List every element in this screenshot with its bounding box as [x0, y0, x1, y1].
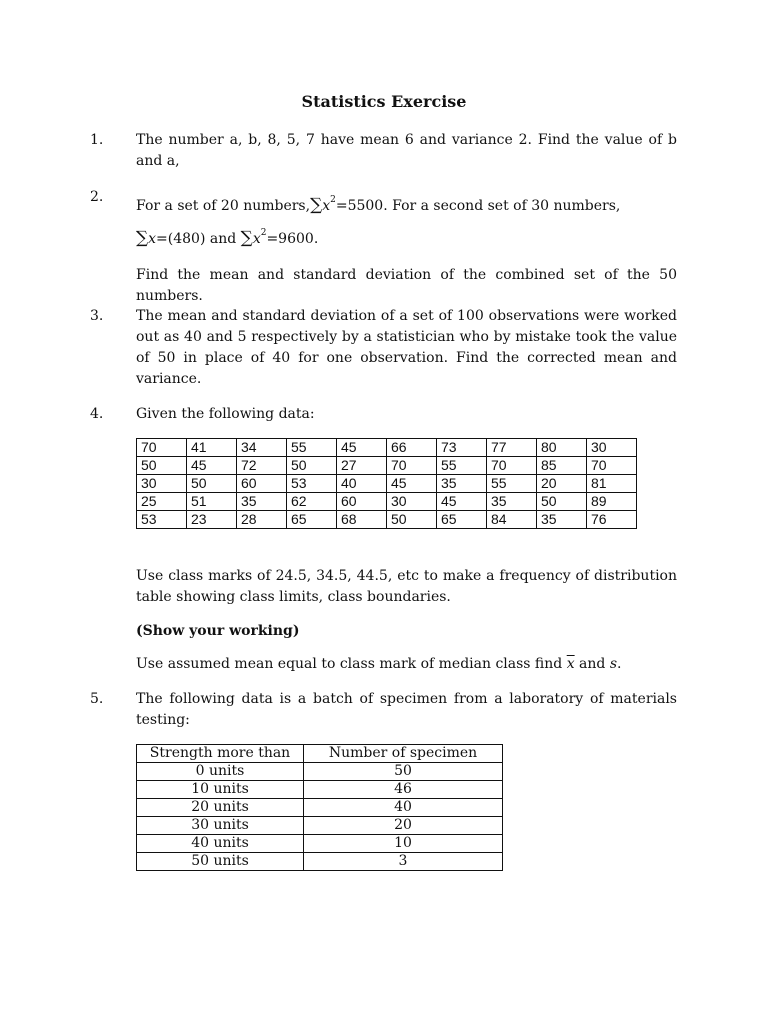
column-header: Strength more than	[137, 745, 304, 763]
table-cell: 50	[387, 511, 437, 529]
table-cell: 53	[137, 511, 187, 529]
table-cell: 73	[437, 439, 487, 457]
table-cell: 72	[237, 457, 287, 475]
table-cell: 68	[337, 511, 387, 529]
table-cell: 55	[287, 439, 337, 457]
sigma-symbol: ∑	[240, 228, 253, 248]
table-cell: 65	[287, 511, 337, 529]
table-cell: 66	[387, 439, 437, 457]
table-cell: 30 units	[137, 817, 304, 835]
question-5	[90, 689, 680, 731]
table-cell: 70	[587, 457, 637, 475]
question-4-continued	[90, 566, 680, 675]
question-4	[90, 404, 680, 425]
table-cell: 76	[587, 511, 637, 529]
table-row	[137, 457, 637, 475]
question-text: The following data is a batch of specimen from a laboratory of materials testing:	[136, 691, 677, 728]
table-cell: 55	[437, 457, 487, 475]
text-run: .	[313, 231, 319, 247]
table-cell: 20	[537, 475, 587, 493]
table-cell: 60	[237, 475, 287, 493]
table-cell: 10 units	[137, 781, 304, 799]
page-title: Statistics Exercise	[301, 92, 467, 111]
table-cell: 51	[187, 493, 237, 511]
table-cell: 35	[487, 493, 537, 511]
question-number: 2.	[90, 189, 104, 205]
table-cell: 20	[304, 817, 503, 835]
table-cell: 3	[304, 853, 503, 871]
table-cell: 65	[437, 511, 487, 529]
text-run: and	[574, 656, 610, 672]
table-cell: 30	[137, 475, 187, 493]
table-cell: 35	[437, 475, 487, 493]
table-row	[137, 817, 503, 835]
table-cell: 50	[287, 457, 337, 475]
table-cell: 20 units	[137, 799, 304, 817]
table-cell: 70	[487, 457, 537, 475]
table-cell: 30	[587, 439, 637, 457]
math-rhs: =9600	[266, 231, 314, 247]
s-symbol: s	[609, 656, 618, 672]
question-text: The mean and standard deviation of a set of 100 observations were worked out as 40 and 5 respectively by a statistician who by mistake took the value of 50 in place of 40 for one observation. Find the corrected mean and variance.	[136, 308, 677, 387]
text-run: .	[617, 656, 622, 672]
table-cell: 50	[137, 457, 187, 475]
math-var: x	[322, 198, 331, 214]
question-number: 5.	[90, 691, 104, 707]
question-text: Given the following data:	[136, 406, 315, 422]
table-row	[137, 835, 503, 853]
math-exponent: 2	[330, 195, 336, 205]
math-exponent: 2	[260, 228, 267, 238]
table-cell: 89	[587, 493, 637, 511]
table-cell: 85	[537, 457, 587, 475]
table-header-row	[137, 745, 503, 763]
table-row	[137, 799, 503, 817]
table-cell: 34	[237, 439, 287, 457]
table-cell: 23	[187, 511, 237, 529]
table-cell: 62	[287, 493, 337, 511]
text-run: Use assumed mean equal to class mark of median class find	[136, 656, 567, 672]
table-cell: 50 units	[137, 853, 304, 871]
question-number: 3.	[90, 308, 104, 324]
table-cell: 45	[337, 439, 387, 457]
table-row	[137, 853, 503, 871]
x-bar-symbol: $\overline{x}$	[566, 656, 575, 672]
table-cell: 27	[337, 457, 387, 475]
show-working-note: (Show your working)	[136, 623, 300, 639]
table-cell: 45	[437, 493, 487, 511]
table-cell: 45	[187, 457, 237, 475]
table-row	[137, 493, 637, 511]
table-cell: 28	[237, 511, 287, 529]
specimen-table	[136, 744, 503, 871]
math-rhs: =5500	[335, 198, 384, 214]
sigma-symbol: ∑	[136, 228, 149, 248]
sigma-symbol: ∑	[310, 195, 323, 215]
table-cell: 81	[587, 475, 637, 493]
table-cell: 77	[487, 439, 537, 457]
table-cell: 53	[287, 475, 337, 493]
math-var: x	[252, 231, 261, 247]
table-cell: 30	[387, 493, 437, 511]
question-text: The number a, b, 8, 5, 7 have mean 6 and variance 2. Find the value of b and a,	[136, 132, 677, 169]
table-cell: 35	[237, 493, 287, 511]
table-cell: 40	[304, 799, 503, 817]
table-cell: 45	[387, 475, 437, 493]
table-row	[137, 781, 503, 799]
table-cell: 10	[304, 835, 503, 853]
math-var: x	[148, 231, 157, 247]
text-run: For a set of 20 numbers,	[136, 198, 311, 214]
table-cell: 35	[537, 511, 587, 529]
table-row	[137, 511, 637, 529]
table-cell: 25	[137, 493, 187, 511]
question-1	[90, 130, 680, 172]
text-run: . For a second set of 30 numbers,	[383, 198, 621, 214]
table-cell: 50	[187, 475, 237, 493]
column-header: Number of specimen	[304, 745, 503, 763]
table-cell: 70	[137, 439, 187, 457]
data-table	[136, 438, 637, 529]
question-number: 1.	[90, 132, 104, 148]
table-cell: 40	[337, 475, 387, 493]
text-run: and	[205, 231, 241, 247]
math-rhs: =(480)	[156, 231, 206, 247]
table-cell: 41	[187, 439, 237, 457]
question-number: 4.	[90, 406, 104, 422]
table-row	[137, 763, 503, 781]
question-text	[136, 654, 677, 675]
table-cell: 40 units	[137, 835, 304, 853]
question-text	[136, 187, 677, 253]
table-cell: 50	[304, 763, 503, 781]
table-row	[137, 475, 637, 493]
question-3	[90, 306, 680, 390]
table-cell: 55	[487, 475, 537, 493]
table-cell: 0 units	[137, 763, 304, 781]
table-cell: 80	[537, 439, 587, 457]
table-cell: 84	[487, 511, 537, 529]
table-cell: 70	[387, 457, 437, 475]
question-2	[90, 187, 680, 307]
table-row	[137, 439, 637, 457]
question-text: Find the mean and standard deviation of the combined set of the 50 numbers.	[136, 267, 677, 304]
table-cell: 46	[304, 781, 503, 799]
question-text: Use class marks of 24.5, 34.5, 44.5, etc to make a frequency of distribution table showing class limits, class boundaries.	[136, 568, 677, 605]
table-cell: 60	[337, 493, 387, 511]
table-cell: 50	[537, 493, 587, 511]
